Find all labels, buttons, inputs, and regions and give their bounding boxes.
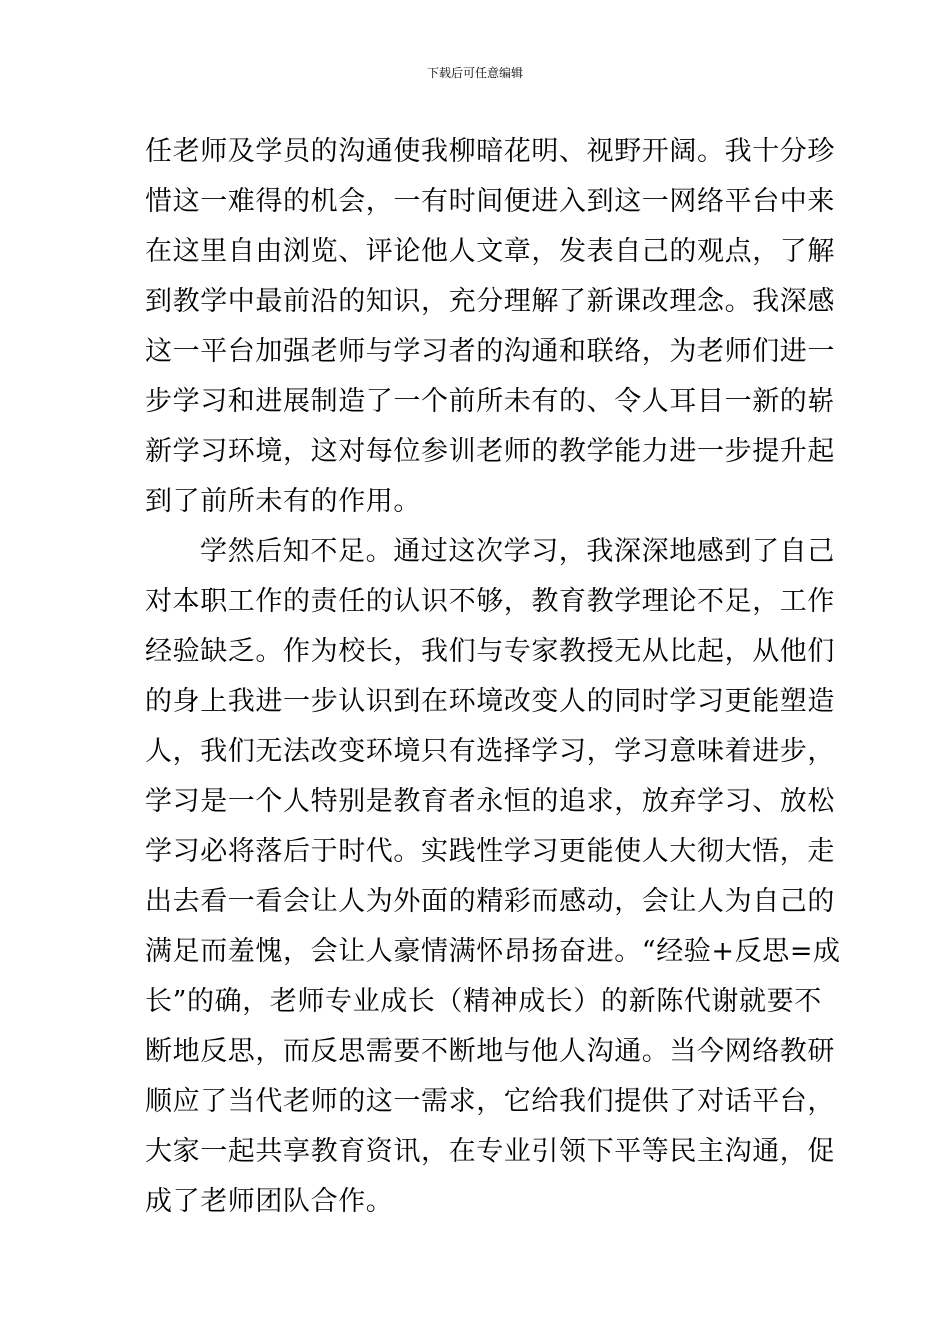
paragraph-line-indented: 学然后知不足。通过这次学习，我深深地感到了自己	[200, 536, 835, 567]
paragraph-line: 这一平台加强老师与学习者的沟通和联络，为老师们进一	[145, 336, 835, 367]
paragraph-line: 出去看一看会让人为外面的精彩而感动，会让人为自己的	[145, 886, 835, 917]
document-body	[145, 127, 841, 1227]
paragraph-line: 在这里自由浏览、评论他人文章，发表自己的观点，了解	[145, 236, 835, 267]
paragraph-line: 学习是一个人特别是教育者永恒的追求，放弃学习、放松	[145, 786, 835, 817]
paragraph-line: 断地反思，而反思需要不断地与他人沟通。当今网络教研	[145, 1036, 835, 1067]
paragraph-line: 任老师及学员的沟通使我柳暗花明、视野开阔。我十分珍	[145, 136, 835, 167]
paragraph-line: 对本职工作的责任的认识不够，教育教学理论不足，工作	[145, 586, 835, 617]
paragraph-line: 新学习环境，这对每位参训老师的教学能力进一步提升起	[145, 436, 835, 467]
paragraph-line: 长”的确，老师专业成长（精神成长）的新陈代谢就要不	[145, 986, 822, 1017]
paragraph-line: 到教学中最前沿的知识，充分理解了新课改理念。我深感	[145, 286, 835, 317]
paragraph-line: 满足而羞愧，会让人豪情满怀昂扬奋进。“经验+反思=成	[145, 936, 841, 967]
paragraph-1	[145, 127, 835, 527]
paragraph-line: 大家一起共享教育资讯，在专业引领下平等民主沟通，促	[145, 1136, 835, 1167]
paragraph-line: 人，我们无法改变环境只有选择学习，学习意味着进步，	[145, 736, 835, 767]
page-header: 下载后可任意编辑	[426, 66, 523, 80]
paragraph-line: 惜这一难得的机会，一有时间便进入到这一网络平台中来	[145, 186, 835, 217]
paragraph-line: 学习必将落后于时代。实践性学习更能使人大彻大悟，走	[145, 836, 835, 867]
paragraph-line: 顺应了当代老师的这一需求，它给我们提供了对话平台，	[145, 1086, 835, 1117]
paragraph-line: 步学习和进展制造了一个前所未有的、令人耳目一新的崭	[145, 386, 835, 417]
paragraph-line: 的身上我进一步认识到在环境改变人的同时学习更能塑造	[145, 686, 835, 717]
paragraph-line: 到了前所未有的作用。	[145, 486, 421, 517]
paragraph-line: 成了老师团队合作。	[145, 1186, 394, 1217]
paragraph-line: 经验缺乏。作为校长，我们与专家教授无从比起，从他们	[145, 636, 835, 667]
paragraph-2	[145, 527, 841, 1227]
